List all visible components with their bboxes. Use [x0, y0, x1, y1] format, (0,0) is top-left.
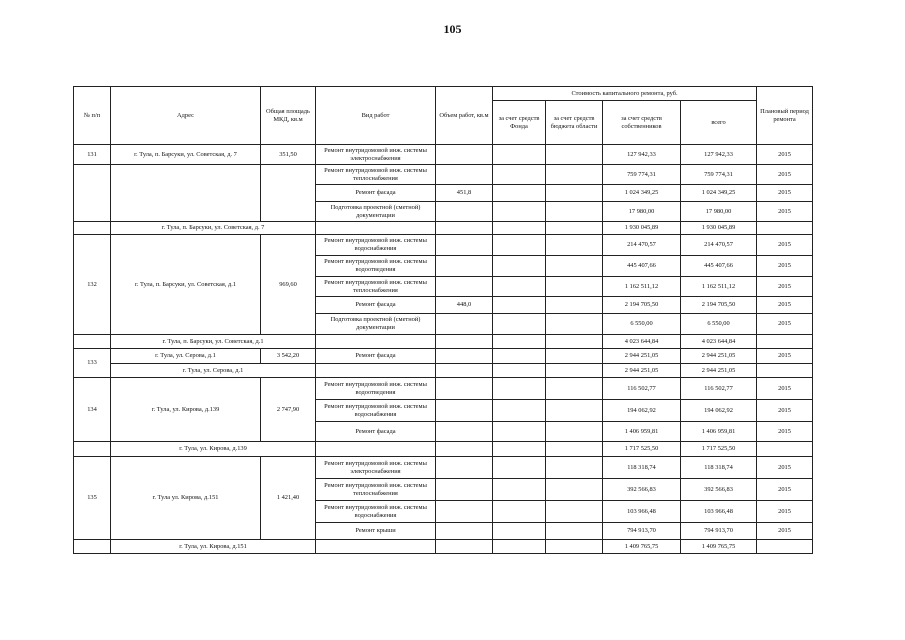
cell-budget — [546, 422, 603, 442]
cell-fund — [493, 364, 546, 378]
cell-owners: 759 774,31 — [603, 165, 681, 185]
cell-owners: 116 502,77 — [603, 378, 681, 400]
cell-num — [74, 442, 111, 457]
cell-fund — [493, 457, 546, 479]
cell-total: 103 966,48 — [681, 501, 757, 523]
cell-owners: 127 942,33 — [603, 145, 681, 165]
cell-num: 134 — [74, 378, 111, 442]
header-num: № п/п — [74, 87, 111, 145]
table-row — [74, 349, 813, 364]
header-cost-group: Стоимость капитального ремонта, руб. — [493, 87, 757, 101]
cell-address: г. Тула, п. Барсуки, ул. Советская, д. 7 — [111, 145, 261, 165]
header-volume: Объем работ, кв.м — [436, 87, 493, 145]
cell-period — [757, 540, 813, 554]
cell-owners: 1 930 045,89 — [603, 222, 681, 235]
cell-fund — [493, 235, 546, 256]
cell-budget — [546, 165, 603, 185]
cell-volume — [436, 222, 493, 235]
cell-fund — [493, 378, 546, 400]
cell-total: 2 194 705,50 — [681, 297, 757, 314]
cell-work: Ремонт крыши — [316, 523, 436, 540]
cell-volume — [436, 145, 493, 165]
cell-owners: 194 062,92 — [603, 400, 681, 422]
cell-fund — [493, 202, 546, 222]
cell-period: 2015 — [757, 349, 813, 364]
cell-period: 2015 — [757, 479, 813, 501]
cell-volume — [436, 540, 493, 554]
cell-volume: 451,8 — [436, 185, 493, 202]
cell-fund — [493, 222, 546, 235]
cell-volume — [436, 349, 493, 364]
cell-owners: 17 980,00 — [603, 202, 681, 222]
cell-work — [316, 540, 436, 554]
cell-volume — [436, 235, 493, 256]
cell-area: 351,50 — [261, 145, 316, 165]
cell-num — [74, 222, 111, 235]
capital-repair-table — [73, 86, 813, 554]
cell-area: 2 747,90 — [261, 378, 316, 442]
cell-period — [757, 335, 813, 349]
cell-fund — [493, 165, 546, 185]
cell-fund — [493, 400, 546, 422]
cell-total: 6 550,00 — [681, 314, 757, 335]
cell-volume — [436, 479, 493, 501]
cell-owners: 1 409 765,75 — [603, 540, 681, 554]
table-row — [74, 145, 813, 165]
cell-fund — [493, 335, 546, 349]
cell-work — [316, 335, 436, 349]
cell-total: 127 942,33 — [681, 145, 757, 165]
cell-owners: 2 944 251,05 — [603, 349, 681, 364]
cell-total: 1 930 045,89 — [681, 222, 757, 235]
cell-owners: 2 944 251,05 — [603, 364, 681, 378]
cell-work: Ремонт внутридомовой инж. системы водоснабжения — [316, 501, 436, 523]
cell-total: 1 406 959,81 — [681, 422, 757, 442]
cell-budget — [546, 335, 603, 349]
cell-owners: 445 407,66 — [603, 256, 681, 277]
header-total: всего — [681, 101, 757, 145]
cell-fund — [493, 145, 546, 165]
cell-total: 1 409 765,75 — [681, 540, 757, 554]
cell-work: Ремонт фасада — [316, 297, 436, 314]
cell-budget — [546, 202, 603, 222]
cell-owners: 6 550,00 — [603, 314, 681, 335]
cell-period: 2015 — [757, 400, 813, 422]
cell-total: 194 062,92 — [681, 400, 757, 422]
cell-work — [316, 442, 436, 457]
cell-address — [111, 165, 261, 222]
cell-fund — [493, 540, 546, 554]
cell-period: 2015 — [757, 523, 813, 540]
cell-budget — [546, 378, 603, 400]
cell-budget — [546, 540, 603, 554]
cell-period: 2015 — [757, 277, 813, 297]
cell-work: Ремонт внутридомовой инж. системы водоснабжения — [316, 235, 436, 256]
cell-volume — [436, 314, 493, 335]
cell-num: 132 — [74, 235, 111, 335]
cell-volume — [436, 335, 493, 349]
subtotal-row — [74, 442, 813, 457]
cell-num — [74, 335, 111, 349]
cell-fund — [493, 442, 546, 457]
cell-budget — [546, 185, 603, 202]
subtotal-label: г. Тула, п. Барсуки, ул. Советская, д.1 — [111, 335, 316, 349]
cell-work: Ремонт фасада — [316, 422, 436, 442]
cell-budget — [546, 457, 603, 479]
subtotal-row — [74, 222, 813, 235]
cell-owners: 118 318,74 — [603, 457, 681, 479]
cell-address: г. Тула, ул. Кирова, д.139 — [111, 378, 261, 442]
cell-total: 17 980,00 — [681, 202, 757, 222]
cell-volume — [436, 422, 493, 442]
cell-fund — [493, 185, 546, 202]
cell-budget — [546, 314, 603, 335]
cell-owners: 2 194 705,50 — [603, 297, 681, 314]
cell-work: Ремонт внутридомовой инж. системы водоотведения — [316, 378, 436, 400]
cell-period: 2015 — [757, 457, 813, 479]
cell-volume — [436, 364, 493, 378]
subtotal-row — [74, 364, 813, 378]
cell-owners: 103 966,48 — [603, 501, 681, 523]
cell-period: 2015 — [757, 422, 813, 442]
cell-owners: 1 717 525,50 — [603, 442, 681, 457]
header-owners: за счет средств собственников — [603, 101, 681, 145]
cell-budget — [546, 297, 603, 314]
cell-total: 116 502,77 — [681, 378, 757, 400]
cell-total: 4 023 644,84 — [681, 335, 757, 349]
cell-budget — [546, 256, 603, 277]
cell-address: г. Тула ул. Кирова, д.151 — [111, 457, 261, 540]
header-address: Адрес — [111, 87, 261, 145]
cell-total: 392 566,83 — [681, 479, 757, 501]
subtotal-label: г. Тула, ул. Серова, д.1 — [111, 364, 316, 378]
cell-budget — [546, 222, 603, 235]
cell-work: Ремонт внутридомовой инж. системы теплоснабжения — [316, 277, 436, 297]
cell-volume — [436, 400, 493, 422]
cell-volume — [436, 523, 493, 540]
cell-fund — [493, 422, 546, 442]
cell-total: 118 318,74 — [681, 457, 757, 479]
cell-work: Ремонт внутридомовой инж. системы теплоснабжения — [316, 165, 436, 185]
cell-period: 2015 — [757, 256, 813, 277]
cell-budget — [546, 235, 603, 256]
cell-area: 969,60 — [261, 235, 316, 335]
page-number: 105 — [443, 22, 462, 36]
cell-total: 794 913,70 — [681, 523, 757, 540]
cell-fund — [493, 314, 546, 335]
cell-address: г. Тула, ул. Серова, д.1 — [111, 349, 261, 364]
cell-total: 2 944 251,05 — [681, 349, 757, 364]
cell-volume — [436, 277, 493, 297]
cell-budget — [546, 400, 603, 422]
cell-budget — [546, 501, 603, 523]
cell-work: Подготовка проектной (сметной) документации — [316, 314, 436, 335]
cell-num: 131 — [74, 145, 111, 165]
cell-area: 3 542,20 — [261, 349, 316, 364]
cell-budget — [546, 349, 603, 364]
cell-num: 133 — [74, 349, 111, 378]
cell-period — [757, 442, 813, 457]
cell-period: 2015 — [757, 314, 813, 335]
cell-budget — [546, 479, 603, 501]
cell-address: г. Тула, п. Барсуки, ул. Советская, д.1 — [111, 235, 261, 335]
cell-period: 2015 — [757, 235, 813, 256]
cell-num — [74, 540, 111, 554]
cell-period — [757, 222, 813, 235]
cell-total: 1 717 525,50 — [681, 442, 757, 457]
cell-period: 2015 — [757, 501, 813, 523]
cell-owners: 392 566,83 — [603, 479, 681, 501]
cell-total: 1 024 349,25 — [681, 185, 757, 202]
subtotal-label: г. Тула, ул. Кирова, д.151 — [111, 540, 316, 554]
cell-owners: 1 406 959,81 — [603, 422, 681, 442]
cell-volume — [436, 378, 493, 400]
cell-work: Подготовка проектной (сметной) документации — [316, 202, 436, 222]
header-row-top — [74, 87, 813, 101]
cell-budget — [546, 442, 603, 457]
cell-work — [316, 222, 436, 235]
cell-budget — [546, 364, 603, 378]
header-work-type: Вид работ — [316, 87, 436, 145]
subtotal-row — [74, 540, 813, 554]
cell-fund — [493, 297, 546, 314]
cell-period: 2015 — [757, 145, 813, 165]
cell-work: Ремонт фасада — [316, 349, 436, 364]
cell-period: 2015 — [757, 378, 813, 400]
cell-volume — [436, 457, 493, 479]
subtotal-label: г. Тула, п. Барсуки, ул. Советская, д. 7 — [111, 222, 316, 235]
cell-work — [316, 364, 436, 378]
cell-period: 2015 — [757, 202, 813, 222]
cell-num: 135 — [74, 457, 111, 540]
cell-owners: 4 023 644,84 — [603, 335, 681, 349]
cell-work: Ремонт фасада — [316, 185, 436, 202]
cell-period: 2015 — [757, 185, 813, 202]
cell-volume — [436, 442, 493, 457]
cell-work: Ремонт внутридомовой инж. системы водоснабжения — [316, 400, 436, 422]
table-row — [74, 165, 813, 185]
cell-work: Ремонт внутридомовой инж. системы электроснабжения — [316, 145, 436, 165]
cell-fund — [493, 277, 546, 297]
cell-period: 2015 — [757, 165, 813, 185]
cell-budget — [546, 145, 603, 165]
cell-budget — [546, 523, 603, 540]
cell-work: Ремонт внутридомовой инж. системы теплоснабжения — [316, 479, 436, 501]
cell-total: 445 407,66 — [681, 256, 757, 277]
cell-period: 2015 — [757, 297, 813, 314]
cell-area: 1 421,40 — [261, 457, 316, 540]
cell-fund — [493, 501, 546, 523]
cell-budget — [546, 277, 603, 297]
header-fund: за счет средств Фонда — [493, 101, 546, 145]
cell-period — [757, 364, 813, 378]
cell-owners: 1 162 511,12 — [603, 277, 681, 297]
cell-total: 759 774,31 — [681, 165, 757, 185]
table-row — [74, 378, 813, 400]
cell-volume — [436, 165, 493, 185]
table-row — [74, 457, 813, 479]
cell-owners: 214 470,57 — [603, 235, 681, 256]
cell-volume — [436, 501, 493, 523]
cell-work: Ремонт внутридомовой инж. системы электроснабжения — [316, 457, 436, 479]
cell-fund — [493, 256, 546, 277]
header-budget: за счет средств бюджета области — [546, 101, 603, 145]
cell-owners: 1 024 349,25 — [603, 185, 681, 202]
cell-total: 1 162 511,12 — [681, 277, 757, 297]
cell-volume — [436, 256, 493, 277]
cell-num — [74, 165, 111, 222]
header-area: Общая площадь МКД, кв.м — [261, 87, 316, 145]
subtotal-label: г. Тула, ул. Кирова, д.139 — [111, 442, 316, 457]
cell-work: Ремонт внутридомовой инж. системы водоотведения — [316, 256, 436, 277]
cell-total: 2 944 251,05 — [681, 364, 757, 378]
cell-area — [261, 165, 316, 222]
cell-owners: 794 913,70 — [603, 523, 681, 540]
cell-total: 214 470,57 — [681, 235, 757, 256]
header-period: Плановый период ремонта — [757, 87, 813, 145]
cell-fund — [493, 349, 546, 364]
cell-volume — [436, 202, 493, 222]
cell-fund — [493, 523, 546, 540]
cell-fund — [493, 479, 546, 501]
cell-volume: 448,0 — [436, 297, 493, 314]
table-row — [74, 235, 813, 256]
subtotal-row — [74, 335, 813, 349]
